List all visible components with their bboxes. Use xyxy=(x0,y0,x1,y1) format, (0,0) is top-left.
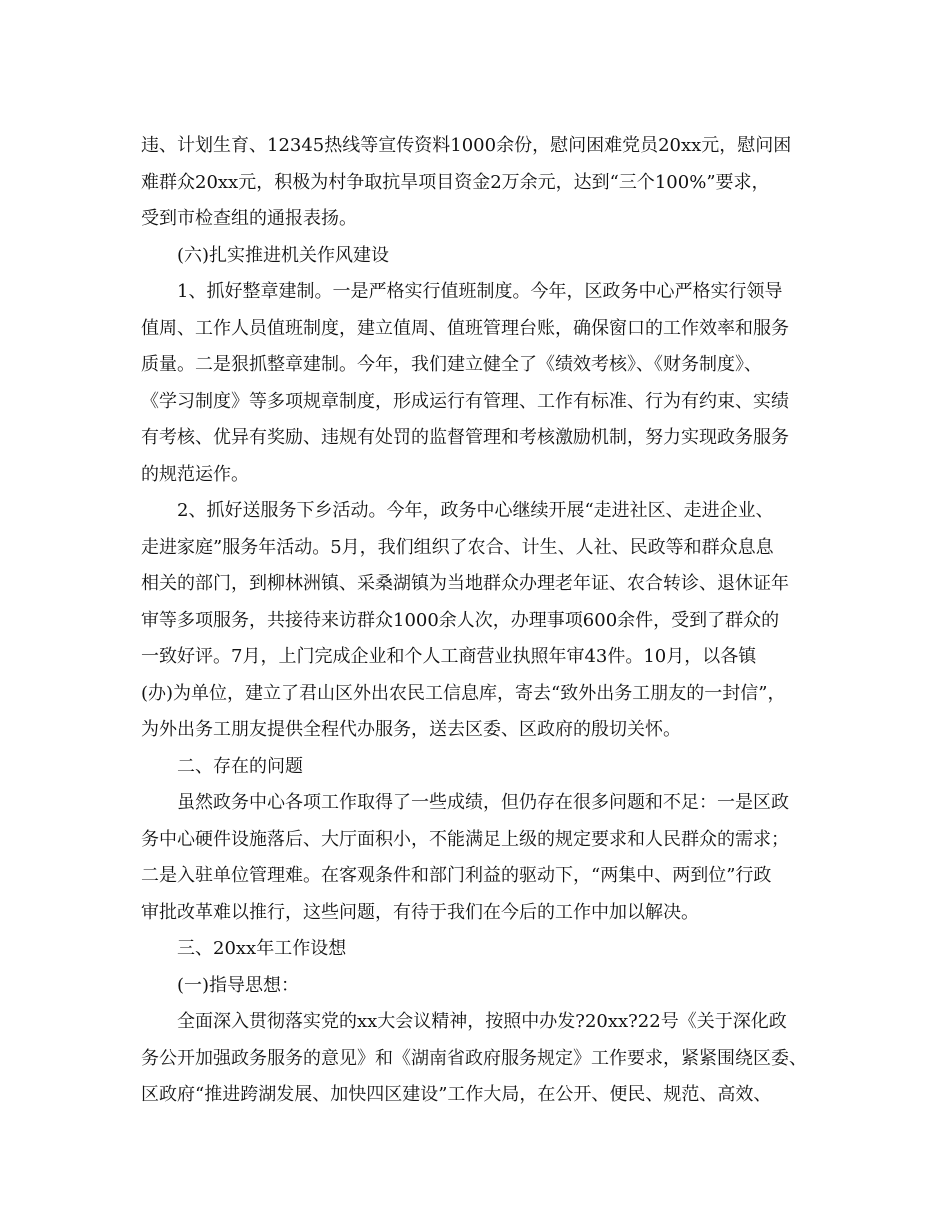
text-line: 2、抓好送服务下乡活动。今年，政务中心继续开展“走进社区、走进企业、 xyxy=(177,500,774,521)
text-line: 有考核、优异有奖励、违规有处罚的监督管理和考核激励机制，努力实现政务服务 xyxy=(141,427,789,448)
text-line: 相关的部门，到柳林洲镇、采桑湖镇为当地群众办理老年证、农合转诊、退休证年 xyxy=(141,573,789,594)
text-line: 务公开加强政务服务的意见》和《湖南省政府服务规定》工作要求，紧紧围绕区委、 xyxy=(141,1047,807,1069)
text-line: 审批改革难以推行，这些问题，有待于我们在今后的工作中加以解决。 xyxy=(141,901,699,923)
document-body xyxy=(141,128,831,1114)
text-line: 走进家庭”服务年活动。5月，我们组织了农合、计生、人社、民政等和群众息息 xyxy=(141,536,774,558)
text-line: 值周、工作人员值班制度，建立值周、值班管理台账，确保窗口的工作效率和服务 xyxy=(141,317,789,339)
text-line: (办)为单位，建立了君山区外出农民工信息库，寄去“致外出务工朋友的一封信”， xyxy=(141,682,786,704)
section-heading: 三、20xx年工作设想 xyxy=(177,938,347,959)
text-line: 难群众20xx元，积极为村争取抗旱项目资金2万余元，达到“三个100%”要求， xyxy=(141,171,770,193)
text-line: 违、计划生育、12345热线等宣传资料1000余份，慰问困难党员20xx元，慰问困 xyxy=(141,135,792,156)
text-line: 质量。二是狠抓整章建制。今年，我们建立健全了《绩效考核》、《财务制度》、 xyxy=(141,354,762,375)
text-line: 为外出务工朋友提供全程代办服务，送去区委、区政府的殷切关怀。 xyxy=(141,719,681,740)
text-line: 虽然政务中心各项工作取得了一些成绩，但仍存在很多问题和不足：一是区政 xyxy=(177,792,789,813)
section-heading: (六)扎实推进机关作风建设 xyxy=(177,244,390,266)
section-heading: 二、存在的问题 xyxy=(177,755,303,777)
text-line: 全面深入贯彻落实党的xx大会议精神，按照中办发?20xx?22号《关于深化政 xyxy=(177,1011,787,1032)
text-line: 一致好评。7月，上门完成企业和个人工商营业执照年审43件。10月，以各镇 xyxy=(141,646,757,667)
text-line: 二是入驻单位管理难。在客观条件和部门利益的驱动下，“两集中、两到位”行政 xyxy=(141,865,772,886)
text-line: 审等多项服务，共接待来访群众1000余人次，办理事项600余件，受到了群众的 xyxy=(141,609,780,631)
text-line: 区政府“推进跨湖发展、加快四区建设”工作大局，在公开、便民、规范、高效、 xyxy=(141,1084,772,1105)
text-line: 《学习制度》等多项规章制度，形成运行有管理、工作有标准、行为有约束、实绩 xyxy=(141,390,789,412)
section-heading: (一)指导思想： xyxy=(177,974,300,996)
text-line: 务中心硬件设施落后、大厅面积小，不能满足上级的规定要求和人民群众的需求； xyxy=(141,828,789,850)
text-line: 的规范运作。 xyxy=(141,463,249,485)
text-line: 1、抓好整章建制。一是严格实行值班制度。今年，区政务中心严格实行领导 xyxy=(177,281,783,302)
text-line: 受到市检查组的通报表扬。 xyxy=(141,208,357,229)
